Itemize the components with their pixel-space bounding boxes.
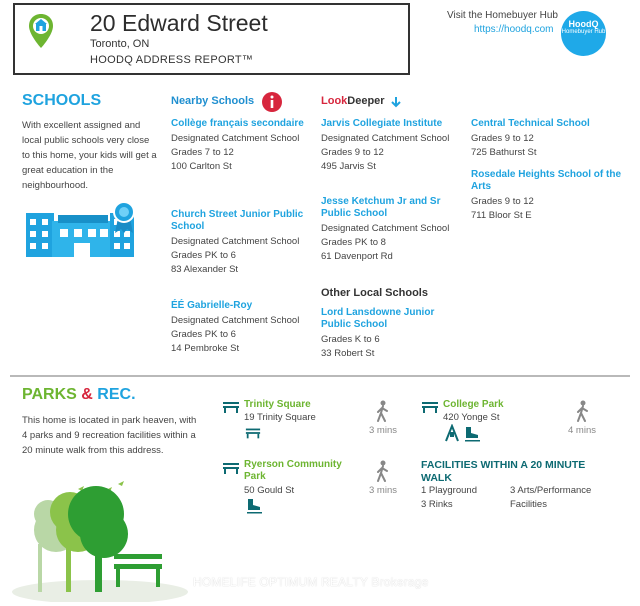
school-name: Central Technical School [471, 118, 590, 129]
address-title: 20 Edward Street [90, 10, 268, 36]
park-walk-time: 3 mins [369, 485, 397, 496]
playground-icon [444, 424, 460, 442]
school-name: Lord Lansdowne Junior Public School [321, 307, 435, 330]
facilities-heading: FACILITIES WITHIN A 20 MINUTE WALK [421, 459, 586, 484]
skate-icon [463, 426, 481, 442]
school-designation: Designated Catchment School [321, 133, 450, 144]
school-address: 14 Pembroke St [171, 343, 240, 354]
nearby-school-2[interactable] [171, 209, 306, 277]
park-name: Trinity Square [244, 399, 311, 410]
school-name: Rosedale Heights School of the Arts [471, 169, 622, 192]
park-item-2[interactable] [443, 399, 553, 425]
school-name: Collège français secondaire [171, 118, 304, 129]
schools-heading: SCHOOLS [22, 92, 102, 109]
parks-heading-amp: & [81, 386, 93, 403]
right-school-1[interactable] [471, 118, 631, 160]
school-grades: Grades PK to 6 [171, 250, 236, 261]
bench-icon [222, 462, 240, 474]
school-name: ÉÉ Gabrielle-Roy [171, 300, 253, 311]
school-address: 495 Jarvis St [321, 161, 376, 172]
nearby-school-1[interactable] [171, 118, 306, 174]
bench-icon [222, 401, 240, 413]
school-name: Church Street Junior Public School [171, 209, 304, 232]
right-school-2[interactable] [471, 169, 631, 223]
school-grades: Grades 9 to 12 [321, 147, 384, 158]
hub-link[interactable]: https://hoodq.com [474, 24, 554, 35]
park-address: 50 Gould St [244, 485, 295, 496]
award-badge-icon [111, 200, 137, 234]
school-grades: Grades 9 to 12 [471, 196, 534, 207]
bench-icon [245, 427, 261, 439]
school-address: 33 Robert St [321, 348, 375, 359]
hoodq-hub-badge[interactable] [561, 11, 606, 56]
hub-badge-sub: Homebuyer Hub [561, 29, 606, 35]
walking-person-icon [375, 460, 391, 482]
school-designation: Designated Catchment School [321, 223, 450, 234]
parks-intro: This home is located in park heaven, with 4 parks and 9 recreation facilities within a 20 minute walk from this address. [22, 415, 197, 456]
park-name: Ryerson Community Park [244, 459, 342, 482]
school-grades: Grades 7 to 12 [171, 147, 234, 158]
school-grades: Grades PK to 6 [171, 329, 236, 340]
school-address: 61 Davenport Rd [321, 251, 393, 262]
hub-text: Visit the Homebuyer Hub [447, 10, 558, 21]
lookdeeper-look: Look [321, 95, 348, 107]
park-item-3[interactable] [244, 459, 356, 498]
school-name: Jarvis Collegiate Institute [321, 118, 443, 129]
school-designation: Designated Catchment School [171, 315, 300, 326]
bench-icon [421, 401, 439, 413]
school-grades: Grades K to 6 [321, 334, 380, 345]
arrow-down-icon[interactable] [390, 96, 402, 108]
address-city: Toronto, ON [90, 38, 150, 50]
section-divider [10, 375, 630, 377]
brokerage-watermark: HOMELIFE OPTIMUM REALTY Brokerage [193, 575, 429, 589]
park-item-1[interactable] [244, 399, 354, 425]
school-address: 711 Bloor St E [471, 210, 532, 221]
report-label: HOODQ ADDRESS REPORT™ [90, 54, 254, 66]
school-address: 83 Alexander St [171, 264, 239, 275]
lookdeeper-heading [321, 95, 385, 107]
school-designation: Designated Catchment School [171, 236, 300, 247]
other-schools-heading: Other Local Schools [321, 287, 428, 299]
school-name: Jesse Ketchum Jr and Sr Public School [321, 196, 441, 219]
park-address: 19 Trinity Square [244, 412, 316, 423]
park-address: 420 Yonge St [443, 412, 500, 423]
school-grades: Grades 9 to 12 [471, 133, 534, 144]
school-address: 725 Bathurst St [471, 147, 537, 158]
park-walk-time: 4 mins [568, 425, 596, 436]
skate-icon [245, 498, 263, 514]
trees-illustration [10, 478, 190, 602]
park-walk-time: 3 mins [369, 425, 397, 436]
parks-heading-rec: REC. [97, 386, 136, 403]
nearby-school-3[interactable] [171, 300, 306, 356]
hub-badge-title: HoodQ [568, 19, 599, 29]
location-school-icon [28, 13, 54, 49]
lookdeeper-deeper: Deeper [347, 95, 385, 107]
info-icon[interactable] [261, 91, 283, 113]
deeper-school-1[interactable] [321, 118, 461, 174]
school-designation: Designated Catchment School [171, 133, 300, 144]
other-school-1[interactable] [321, 307, 456, 361]
school-grades: Grades PK to 8 [321, 237, 386, 248]
park-name: College Park [443, 399, 504, 410]
walking-person-icon [375, 400, 391, 422]
parks-heading [22, 386, 136, 404]
deeper-school-2[interactable] [321, 196, 456, 264]
facility-playground: 1 Playground [421, 485, 477, 496]
parks-heading-parks: PARKS [22, 386, 77, 403]
schools-intro: With excellent assigned and local public schools very close to this home, your kids will get a great education in the neighbourhood. [22, 120, 157, 191]
facility-arts: 3 Arts/Performance Facilities [510, 485, 592, 510]
walking-person-icon [575, 400, 591, 422]
nearby-schools-heading: Nearby Schools [171, 95, 255, 107]
facility-rinks: 3 Rinks [421, 499, 453, 510]
school-address: 100 Carlton St [171, 161, 232, 172]
